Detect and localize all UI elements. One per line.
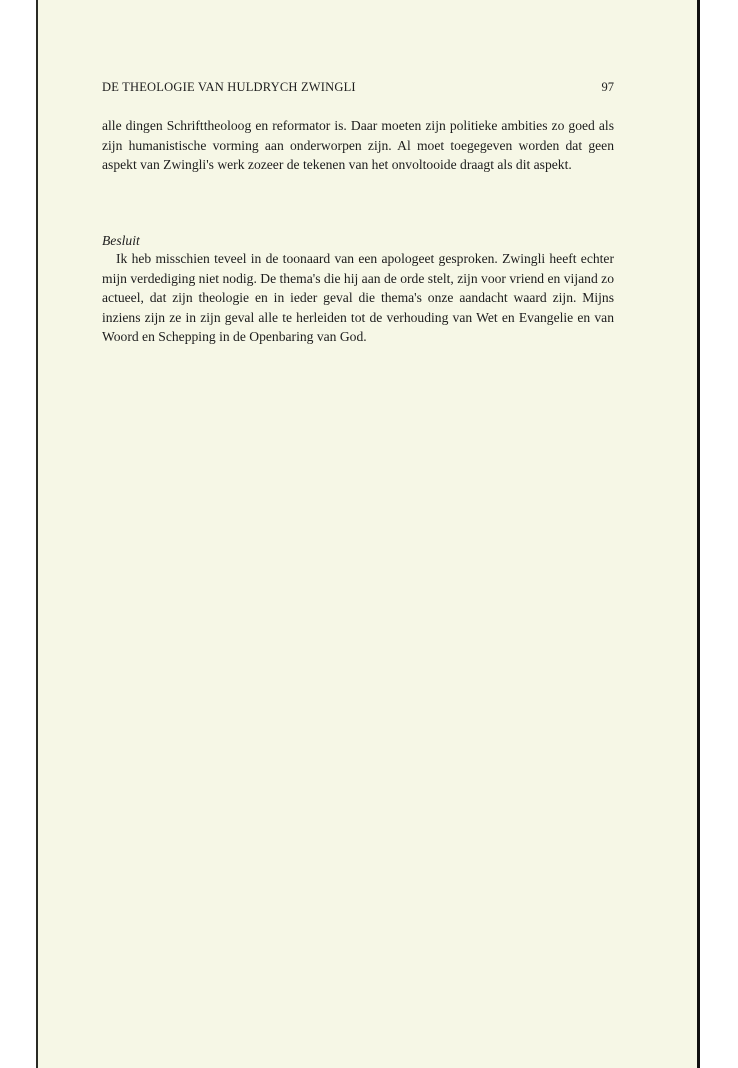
page-number: 97 (601, 80, 614, 94)
running-title: DE THEOLOGIE VAN HULDRYCH ZWINGLI (102, 80, 356, 94)
section-paragraph: Ik heb misschien teveel in de toonaard van een apologeet gesproken. Zwingli heeft echter mijn verdediging niet nodig. De thema's die hij aan de orde stelt, zijn voor vriend en vijand zo actueel, dat zijn theologie en in ieder geval die thema's onze aandacht waard zijn. Mijns inziens zijn ze in zijn geval alle te herleiden tot de verhouding van Wet en Evangelie en van Woord en Schepping in de Openbaring van God. (102, 251, 614, 344)
running-head (102, 80, 614, 96)
page-edge-left (36, 0, 38, 1068)
page-edge-right (697, 0, 700, 1068)
section-heading: Besluit (102, 233, 140, 248)
body-paragraph: alle dingen Schrifttheoloog en reformator is. Daar moeten zijn politieke ambities zo goed als zijn humanistische vorming aan onderworpen zijn. Al moet toegegeven worden dat geen aspekt van Zwingli's werk zozeer de tekenen van het onvoltooide draagt als dit aspekt. (102, 118, 614, 172)
